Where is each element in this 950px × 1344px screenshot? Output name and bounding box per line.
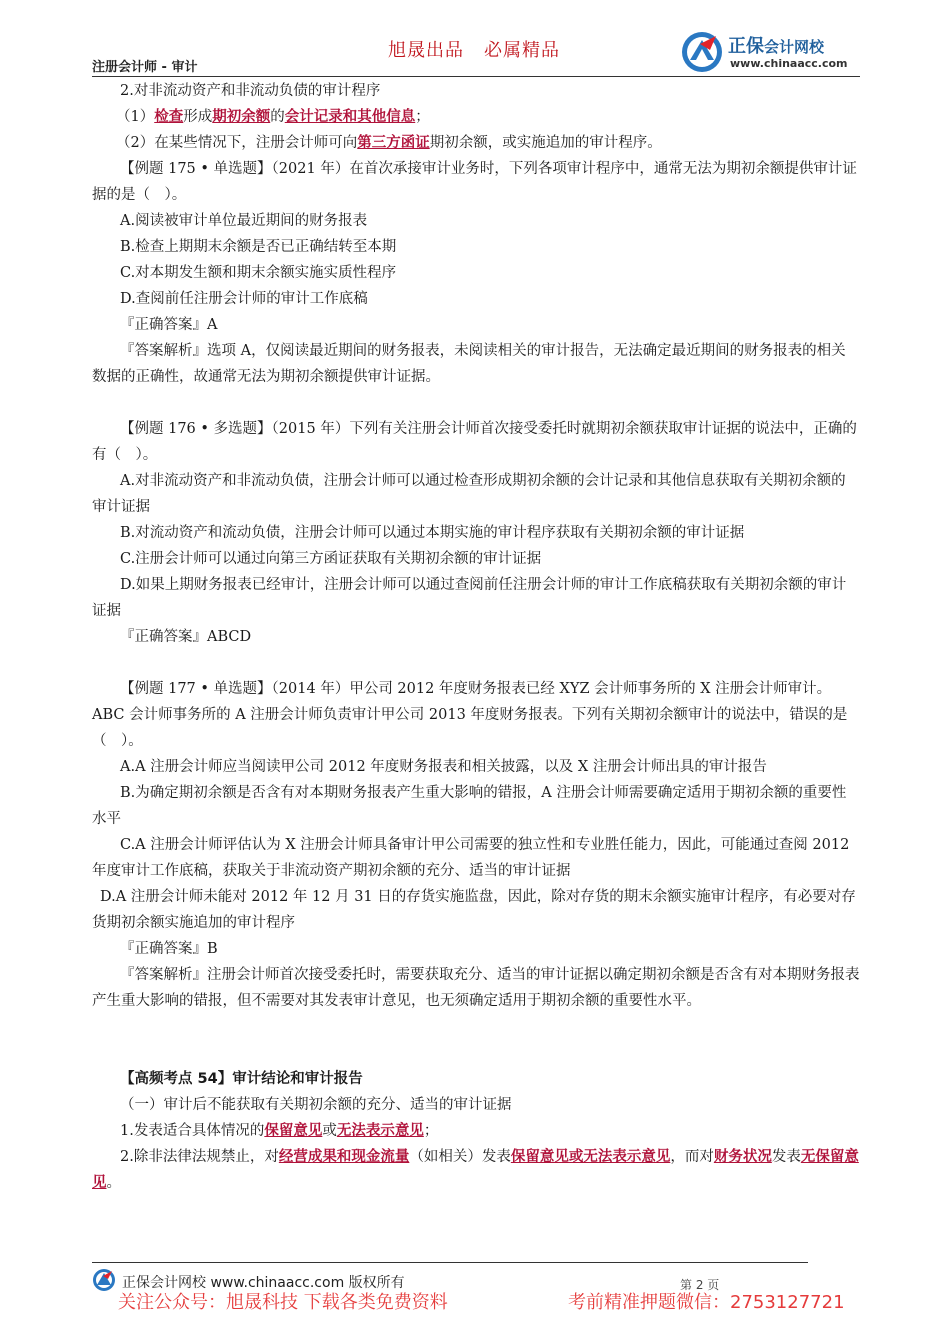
q176-option-d: D.如果上期财务报表已经审计，注册会计师可以通过查阅前任注册会计师的审计工作底稿获取有关期初余额的审计证据 bbox=[92, 577, 847, 619]
footer-divider bbox=[92, 1262, 808, 1263]
procedure-2-rest: 期初余额，或实施追加的审计程序。 bbox=[429, 135, 662, 151]
procedure-2-confirm: 第三方函证 bbox=[357, 134, 430, 151]
q177-option-d: D.A 注册会计师未能对 2012 年 12 月 31 日的存货实施监盘，因此，除对存货的期末余额实施审计程序，有必要对存货期初余额实施追加的审计程序 bbox=[92, 889, 856, 931]
school-logo bbox=[680, 30, 870, 74]
q177-answer: 『正确答案』B bbox=[120, 941, 218, 957]
q176-option-a: A.对非流动资产和非流动负债，注册会计师可以通过检查形成期初余额的会计记录和其他信息获取有关期初余额的审计证据 bbox=[92, 473, 846, 515]
point-2-results: 经营成果和现金流量 bbox=[278, 1148, 410, 1165]
logo-name: 正保 bbox=[728, 36, 764, 57]
topic-heading bbox=[92, 1066, 860, 1092]
point-1-prefix: 1.发表适合具体情况的 bbox=[120, 1123, 265, 1139]
procedure-1-opening: 期初余额 bbox=[212, 108, 271, 125]
procedure-1-form: 形成 bbox=[183, 109, 213, 125]
logo-title bbox=[728, 32, 824, 58]
procedure-1-prefix: （1） bbox=[116, 109, 155, 125]
promo-wechat-contact: 考前精准押题微信：2753127721 bbox=[568, 1292, 845, 1313]
procedure-1-of: 的 bbox=[270, 109, 285, 125]
promo-wechat-account: 关注公众号：旭晟科技 下载各类免费资料 bbox=[118, 1292, 448, 1313]
header-promo-1: 旭晟出品 bbox=[388, 40, 464, 61]
point-2-while: ，而对 bbox=[670, 1149, 714, 1165]
q175-answer: 『正确答案』A bbox=[120, 317, 218, 333]
subject-label: 注册会计师 - 审计 bbox=[92, 60, 198, 75]
logo-emblem-icon bbox=[680, 30, 724, 74]
point-2-mid: （如相关）发表 bbox=[409, 1149, 511, 1165]
spacer bbox=[92, 650, 860, 676]
header-divider bbox=[92, 76, 860, 77]
section-heading: 2.对非流动资产和非流动负债的审计程序 bbox=[120, 83, 381, 99]
q176-option-b: B.对流动资产和流动负债，注册会计师可以通过本期实施的审计程序获取有关期初余额的审计证据 bbox=[120, 525, 745, 541]
point-1-or: 或 bbox=[322, 1123, 337, 1139]
q176-stem: 【例题 176 • 多选题】（2015 年）下列有关注册会计师首次接受委托时就期初余额获取审计证据的说法中，正确的有（ ）。 bbox=[92, 421, 857, 463]
point-2-prefix: 2.除非法律法规禁止，对 bbox=[120, 1149, 279, 1165]
point-1-end: ； bbox=[423, 1123, 439, 1139]
q177-analysis: 『答案解析』注册会计师首次接受委托时，需要获取充分、适当的审计证据以确定期初余额是否含有对本期财务报表产生重大影响的错报，但不需要对其发表审计意见，也无须确定适用于期初余额的重要性水平。 bbox=[92, 967, 860, 1009]
header-promo bbox=[388, 36, 560, 62]
spacer bbox=[92, 1014, 860, 1040]
topic-tag: 【高频考点 54】 bbox=[120, 1071, 233, 1087]
q175-option-c: C.对本期发生额和期末余额实施实质性程序 bbox=[120, 265, 397, 281]
page-number: 第 2 页 bbox=[680, 1278, 720, 1292]
header-promo-2: 必属精品 bbox=[484, 40, 560, 61]
footer-copyright: 正保会计网校 www.chinaacc.com 版权所有 bbox=[122, 1275, 405, 1291]
q175-option-d: D.查阅前任注册会计师的审计工作底稿 bbox=[120, 291, 368, 307]
point-1-qualified: 保留意见 bbox=[264, 1122, 323, 1139]
page-content bbox=[92, 78, 860, 1196]
q177-option-c: C.A 注册会计师评估认为 X 注册会计师具备审计甲公司需要的独立性和专业胜任能力，因此，可能通过查阅 2012 年度审计工作底稿，获取关于非流动资产期初余额的充分、适当的审计证据 bbox=[92, 837, 850, 879]
topic-title: 审计结论和审计报告 bbox=[232, 1071, 363, 1087]
spacer bbox=[92, 390, 860, 416]
q175-analysis: 『答案解析』选项 A，仅阅读最近期间的财务报表，未阅读相关的审计报告，无法确定最近期间的财务报表的相关数据的正确性，故通常无法为期初余额提供审计证据。 bbox=[92, 343, 846, 385]
topic-subheading: （一）审计后不能获取有关期初余额的充分、适当的审计证据 bbox=[120, 1097, 512, 1113]
q176-answer: 『正确答案』ABCD bbox=[120, 629, 252, 645]
procedure-1 bbox=[92, 104, 860, 130]
q177-option-b: B.为确定期初余额是否含有对本期财务报表产生重大影响的错报，A 注册会计师需要确定适用于期初余额的重要性水平 bbox=[92, 785, 847, 827]
q177-option-a: A.A 注册会计师应当阅读甲公司 2012 年度财务报表和相关披露，以及 X 注册会计师出具的审计报告 bbox=[120, 759, 767, 775]
point-1-disclaimer: 无法表示意见 bbox=[336, 1122, 424, 1139]
topic-point-2 bbox=[92, 1144, 860, 1196]
topic-point-1 bbox=[92, 1118, 860, 1144]
footer-logo-icon bbox=[92, 1268, 116, 1292]
point-2-position: 财务状况 bbox=[713, 1148, 772, 1165]
q175-option-b: B.检查上期期末余额是否已正确结转至本期 bbox=[120, 239, 397, 255]
point-2-unqualified: 无保留意见 bbox=[92, 1148, 859, 1191]
logo-url: www.chinaacc.com bbox=[730, 57, 848, 70]
point-2-end: 。 bbox=[106, 1175, 121, 1191]
point-2-issue: 发表 bbox=[771, 1149, 801, 1165]
q175-option-a: A.阅读被审计单位最近期间的财务报表 bbox=[120, 213, 368, 229]
procedure-1-inspect: 检查 bbox=[154, 108, 184, 125]
procedure-2-prefix: （2）在某些情况下，注册会计师可向 bbox=[116, 135, 358, 151]
procedure-1-records: 会计记录和其他信息 bbox=[284, 108, 416, 125]
procedure-1-end: ； bbox=[415, 109, 430, 125]
spacer bbox=[92, 1040, 860, 1066]
q176-option-c: C.注册会计师可以通过向第三方函证获取有关期初余额的审计证据 bbox=[120, 551, 542, 567]
point-2-opinion: 保留意见或无法表示意见 bbox=[510, 1148, 671, 1165]
logo-suffix: 会计网校 bbox=[764, 38, 825, 56]
q175-stem: 【例题 175 • 单选题】（2021 年）在首次承接审计业务时，下列各项审计程序中，通常无法为期初余额提供审计证据的是（ ）。 bbox=[92, 161, 857, 203]
procedure-2 bbox=[92, 130, 860, 156]
q177-stem: 【例题 177 • 单选题】（2014 年）甲公司 2012 年度财务报表已经 XYZ 会计师事务所的 X 注册会计师审计。ABC 会计师事务所的 A 注册会计师负责审计甲公司 2013 年度财务报表。下列有关期初余额审计的说法中，错误的是（ ）。 bbox=[92, 681, 848, 749]
